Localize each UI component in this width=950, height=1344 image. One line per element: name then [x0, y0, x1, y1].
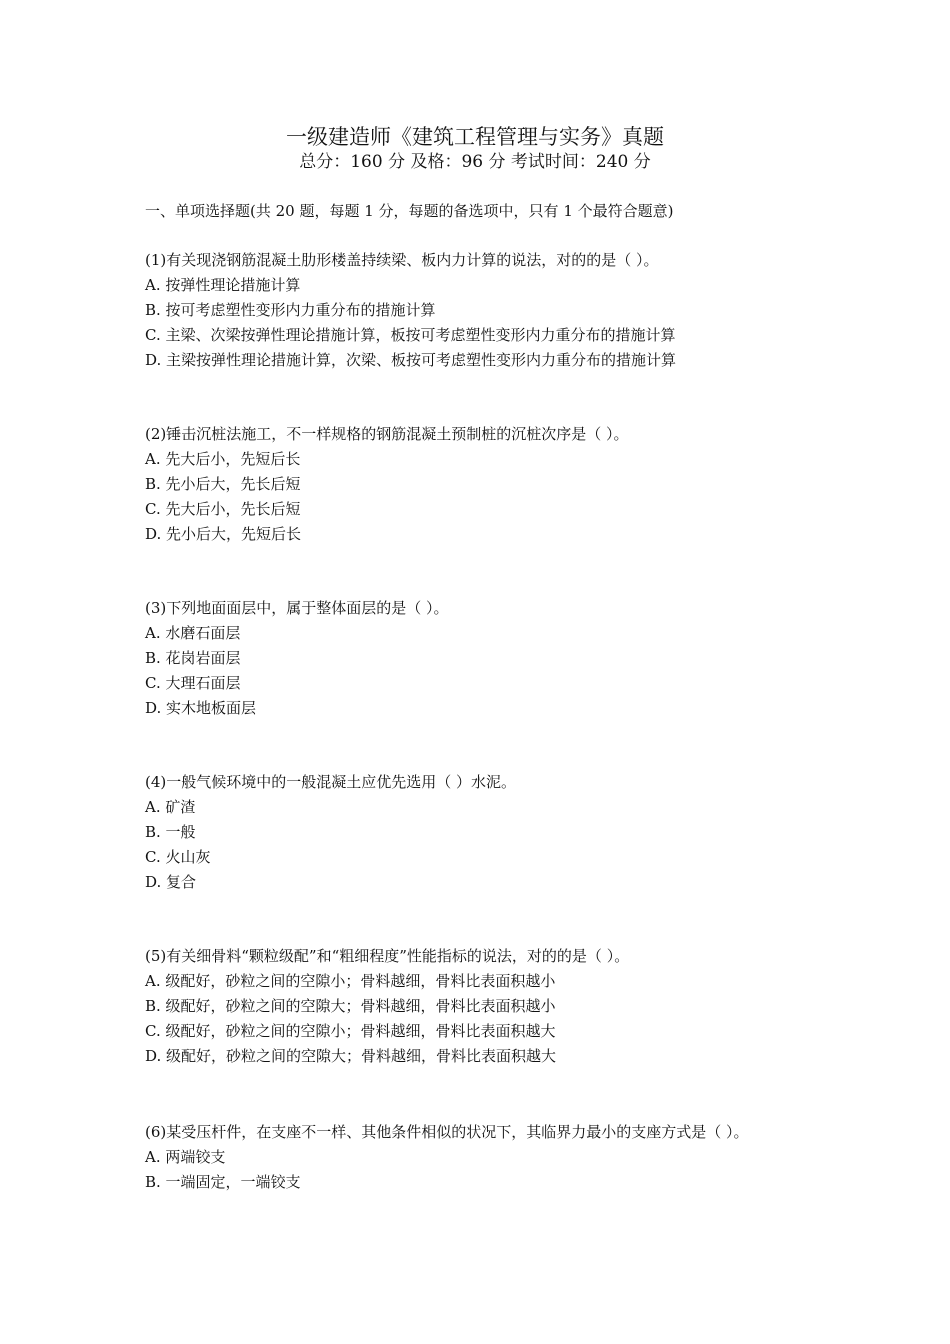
- question-stem: (5)有关细骨料“颗粒级配”和“粗细程度”性能指标的说法，对的的是（ ）。: [145, 947, 630, 965]
- question-stem: (1)有关现浇钢筋混凝土肋形楼盖持续梁、板内力计算的说法，对的的是（ ）。: [145, 251, 659, 269]
- option-d: D. 实木地板面层: [145, 699, 257, 717]
- section-heading: 一、单项选择题(共 20 题，每题 1 分，每题的备选项中，只有 1 个最符合题意): [145, 202, 674, 220]
- option-b: B. 一端固定，一端铰支: [145, 1173, 301, 1191]
- option-b: B. 一般: [145, 823, 196, 841]
- option-d: D. 级配好，砂粒之间的空隙大；骨料越细，骨料比表面积越大: [145, 1047, 557, 1065]
- question-stem: (4)一般气候环境中的一般混凝土应优先选用（ ）水泥。: [145, 773, 517, 791]
- question-block: [145, 770, 810, 895]
- question-block: [145, 248, 810, 373]
- option-a: A. 矿渣: [145, 798, 196, 816]
- option-a: A. 两端铰支: [145, 1148, 226, 1166]
- option-b: B. 先小后大，先长后短: [145, 475, 301, 493]
- option-c: C. 大理石面层: [145, 674, 241, 692]
- exam-info: 总分：160 分 及格：96 分 考试时间：240 分: [299, 152, 651, 172]
- option-d: D. 先小后大，先短后长: [145, 525, 302, 543]
- question-stem: (2)锤击沉桩法施工，不一样规格的钢筋混凝土预制桩的沉桩次序是（ ）。: [145, 425, 629, 443]
- option-b: B. 级配好，砂粒之间的空隙大；骨料越细，骨料比表面积越小: [145, 997, 556, 1015]
- question-block: [145, 944, 810, 1069]
- question-block: [145, 596, 810, 721]
- question-block: [145, 1120, 810, 1195]
- question-block: [145, 422, 810, 547]
- option-c: C. 级配好，砂粒之间的空隙小；骨料越细，骨料比表面积越大: [145, 1022, 556, 1040]
- option-b: B. 按可考虑塑性变形内力重分布的措施计算: [145, 301, 436, 319]
- page-title: 一级建造师《建筑工程管理与实务》真题: [286, 125, 664, 149]
- question-stem: (6)某受压杆件，在支座不一样、其他条件相似的状况下，其临界力最小的支座方式是（ ）。: [145, 1123, 749, 1141]
- option-c: C. 主梁、次梁按弹性理论措施计算，板按可考虑塑性变形内力重分布的措施计算: [145, 326, 676, 344]
- option-d: D. 复合: [145, 873, 197, 891]
- option-a: A. 按弹性理论措施计算: [145, 276, 301, 294]
- option-b: B. 花岗岩面层: [145, 649, 241, 667]
- option-c: C. 火山灰: [145, 848, 211, 866]
- option-a: A. 先大后小，先短后长: [145, 450, 301, 468]
- option-c: C. 先大后小，先长后短: [145, 500, 301, 518]
- option-a: A. 级配好，砂粒之间的空隙小；骨料越细，骨料比表面积越小: [145, 972, 556, 990]
- question-stem: (3)下列地面面层中，属于整体面层的是（ ）。: [145, 599, 449, 617]
- option-d: D. 主梁按弹性理论措施计算，次梁、板按可考虑塑性变形内力重分布的措施计算: [145, 351, 677, 369]
- option-a: A. 水磨石面层: [145, 624, 241, 642]
